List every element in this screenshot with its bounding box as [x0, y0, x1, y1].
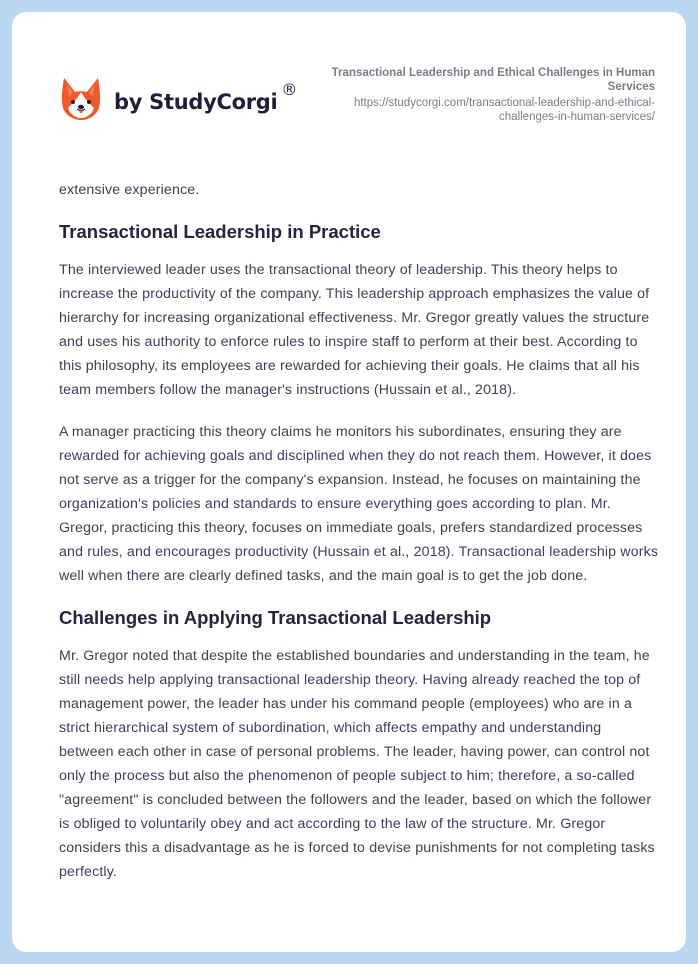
document-card: [12, 12, 686, 952]
registered-mark: ®: [281, 79, 298, 99]
section-heading: Transactional Leadership in Practice: [59, 221, 381, 242]
document-meta: [315, 66, 655, 124]
logo-text: by StudyCorgi: [114, 90, 278, 114]
document-url[interactable]: https://studycorgi.com/transactional-leadership-and-ethical-challenges-in-human-services/: [353, 97, 655, 123]
section-heading: Challenges in Applying Transactional Leadership: [59, 607, 492, 628]
document-title: Transactional Leadership and Ethical Challenges in Human Services: [331, 67, 655, 93]
page-header: [12, 12, 686, 162]
paragraph: The interviewed leader uses the transactional theory of leadership. This theory helps to increase the productivity of the company. This leadership approach emphasizes the value of hierarchy for increasing organizational effectiveness. Mr. Gregor greatly values the structure and uses his authority to enforce rules to inspire staff to perform at their best. According to this philosophy, its employees are rewarded for achieving their goals. He claims that all his team members follow the manager's instructions (Hussain et al., 2018).: [59, 262, 650, 398]
paragraph: Mr. Gregor noted that despite the established boundaries and understanding in the team, he still needs help applying transactional leadership theory. Having already reached the top of management power, the leader has under his command people (employees) who are in a strict hierarchical system of subordination, which affects empathy and understanding between each other in case of personal problems. The leader, having power, can control not only the process but also the phenomenon of people subject to him; therefore, a so-called "agreement" is concluded between the followers and the leader, based on which the follower is obliged to voluntarily obey and act according to the law of the structure. Mr. Gregor considers this a disadvantage as he is forced to devise punishments for not completing tasks perfectly.: [59, 648, 655, 880]
article-body: [59, 178, 659, 902]
lead-fragment: extensive experience.: [59, 182, 200, 198]
studycorgi-logo[interactable]: [60, 76, 297, 122]
paragraph: A manager practicing this theory claims he monitors his subordinates, ensuring they are rewarded for achieving goals and disciplined when they do not reach them. However, it does not serve as a trigger for the company's expansion. Instead, he focuses on maintaining the organization's policies and standards to ensure everything goes according to plan. Mr. Gregor, practicing this theory, focuses on immediate goals, prefers standardized processes and rules, and encourages productivity (Hussain et al., 2018). Transactional leadership works well when there are clearly defined tasks, and the main goal is to get the job done.: [59, 424, 659, 584]
corgi-icon: [60, 76, 102, 122]
